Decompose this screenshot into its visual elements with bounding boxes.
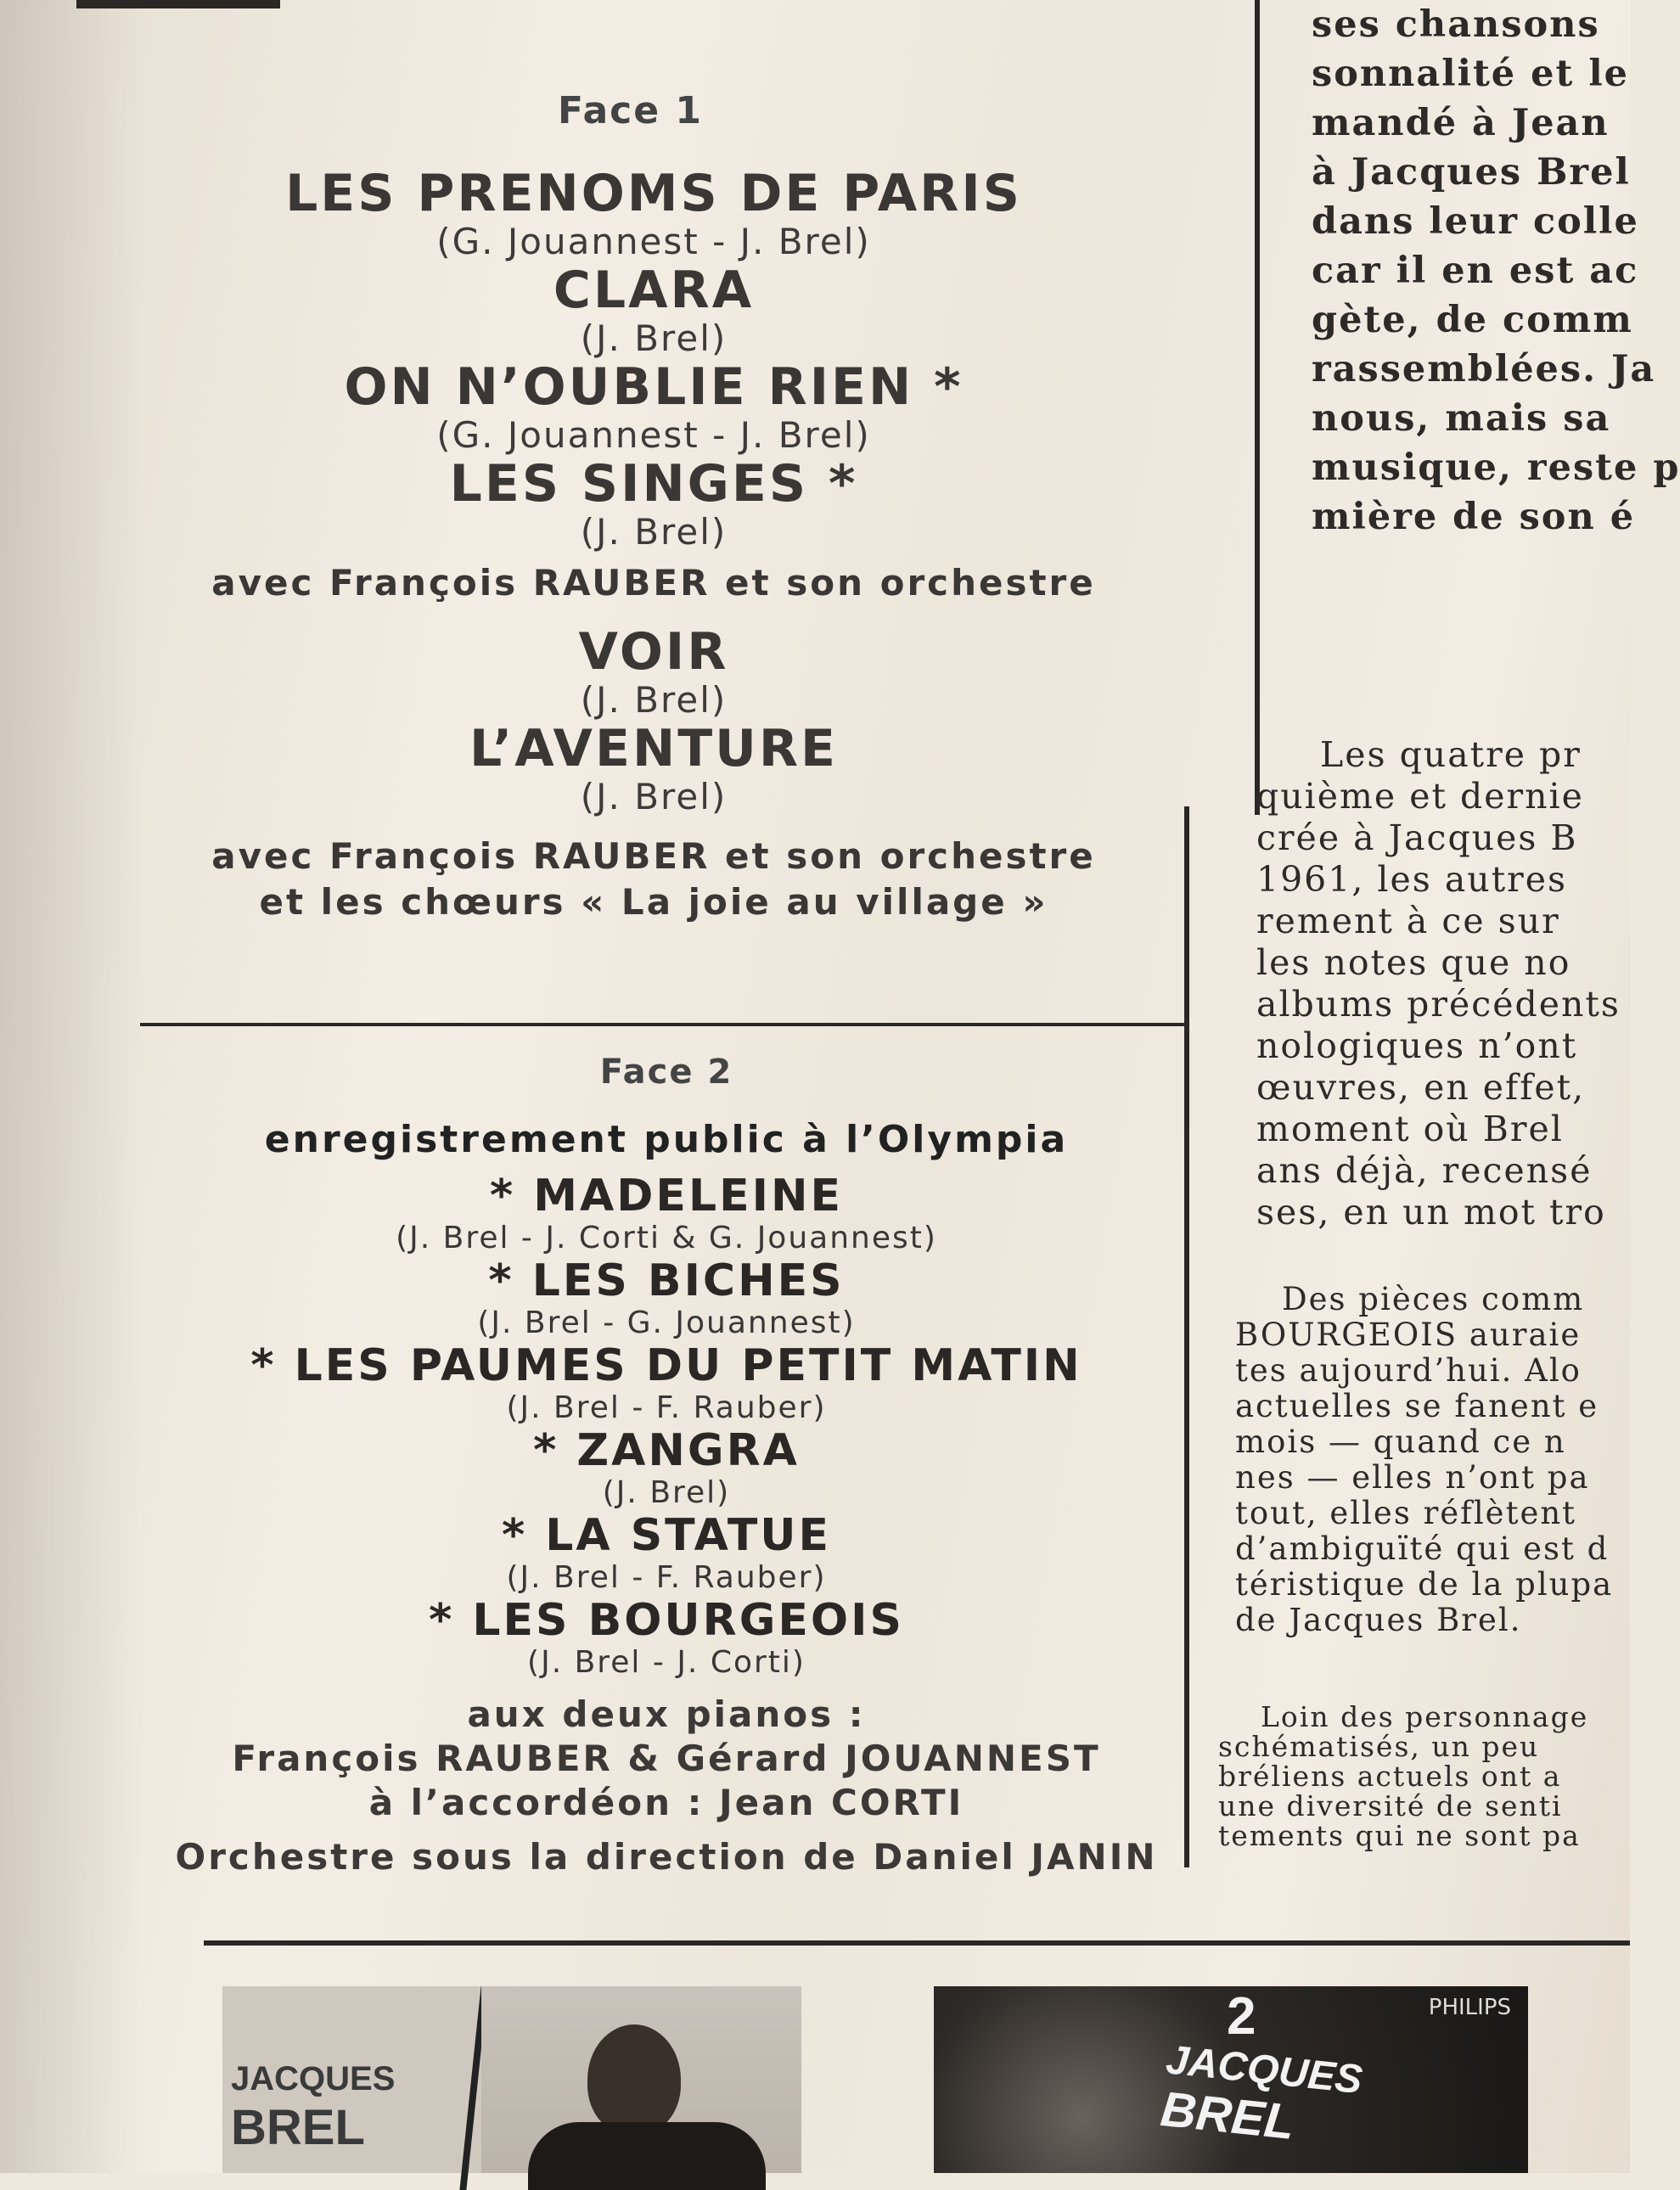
bottom-divider [204,1940,1630,1946]
album-cover-thumbnail-1 [222,1986,801,2173]
liner-notes-top [1312,0,1680,542]
logo-top: JACQUES [1163,2037,1365,2103]
track-title: * LES BOURGEOIS [429,1595,904,1646]
orchestra-credit: avec François RAUBER et son orchestre [211,835,1096,877]
liner-line: mois — quand ce n [1235,1424,1566,1460]
track-credit: (J. Brel - F. Rauber) [506,1390,827,1425]
track-credit: (G. Jouannest - J. Brel) [436,414,871,456]
liner-line: quième et dernie [1256,776,1584,817]
liner-line: schématisés, un peu [1218,1730,1540,1763]
liner-line: tout, elles réflètent [1235,1495,1577,1531]
liner-line: crée à Jacques B [1256,817,1578,858]
liner-line: ans déjà, recensé [1256,1150,1593,1191]
liner-line: tements qui ne sont pa [1218,1819,1581,1852]
track-credit: (J. Brel - J. Corti & G. Jouannest) [396,1221,937,1255]
liner-line: mière de son é [1312,496,1636,538]
credit-line: François RAUBER & Gérard JOUANNEST [232,1738,1101,1779]
track [144,1596,1188,1681]
liner-line: nes — elles n’ont pa [1235,1459,1590,1496]
liner-line: gète, de comm [1312,299,1633,341]
liner-notes-bottom [1218,1702,1630,1850]
label-brand: PHILIPS [1428,1995,1511,2020]
track [144,263,1163,360]
credit-line: aux deux pianos : [467,1693,866,1735]
track-credit: (J. Brel) [580,511,728,553]
track-credit: (G. Jouannest - J. Brel) [436,221,871,262]
track [144,166,1163,263]
liner-notes-middle [1256,734,1630,1233]
album-logo [1159,2036,1365,2154]
track-title: VOIR [578,622,729,682]
track-credit: (J. Brel - J. Corti) [527,1645,806,1680]
edge-shadow [0,0,144,2173]
album-cover-thumbnail-2 [934,1986,1528,2173]
track-credit: (J. Brel) [580,317,728,359]
track-title: LES PRENOMS DE PARIS [285,164,1022,223]
liner-line: tes aujourd’hui. Alo [1235,1352,1582,1389]
liner-line: musique, reste p [1312,446,1680,489]
face1-track-list [144,89,1163,925]
liner-line: Les quatre pr [1320,734,1582,775]
logo-bottom: BREL [231,2100,365,2155]
logo-top: JACQUES [231,2060,396,2097]
liner-line: nous, mais sa [1312,397,1611,440]
credit-line: Orchestre sous la direction de Daniel JANIN [175,1836,1158,1878]
choir-credit: et les chœurs « La joie au village » [259,881,1048,923]
track [144,1256,1188,1341]
liner-line: car il en est ac [1312,250,1639,292]
credit-line: à l’accordéon : Jean CORTI [368,1782,964,1823]
track-credit: (J. Brel - F. Rauber) [506,1560,827,1595]
logo-bottom: BREL [1158,2080,1298,2151]
liner-line: 1961, les autres [1256,859,1568,900]
track-credit: (J. Brel) [580,776,728,817]
orchestra-credit: avec François RAUBER et son orchestre [211,562,1096,604]
musicians-credits [144,1693,1188,1879]
liner-line: rement à ce sur [1256,901,1560,941]
track-title: L’AVENTURE [469,719,839,778]
album-logo [231,2054,395,2153]
liner-notes-lower [1235,1282,1630,1638]
track-title: * LES PAUMES DU PETIT MATIN [250,1340,1082,1391]
portrait-head [587,2024,681,2135]
track [144,1171,1188,1256]
track-title: CLARA [553,261,755,320]
face2-title: Face 2 [599,1053,733,1092]
liner-line: à Jacques Brel [1312,151,1631,194]
face1-title: Face 1 [557,89,704,132]
liner-line: d’ambiguïté qui est d [1235,1530,1610,1567]
column-divider-lower [1184,806,1189,1867]
liner-line: bréliens actuels ont a [1218,1760,1562,1793]
liner-line: mandé à Jean [1312,102,1610,144]
liner-line: nologiques n’ont [1256,1025,1578,1066]
liner-line: œuvres, en effet, [1256,1067,1586,1108]
track [144,1341,1188,1426]
liner-line: ses, en un mot tro [1256,1192,1606,1233]
face-divider [140,1023,1188,1026]
track [144,1426,1188,1511]
liner-line: albums précédents [1256,984,1621,1025]
top-black-bar [76,0,280,8]
track-credit: (J. Brel) [580,679,728,721]
liner-line: Loin des personnage [1261,1700,1589,1733]
track-title: * ZANGRA [533,1425,800,1476]
track-credit: (J. Brel - G. Jouannest) [477,1306,856,1340]
track-title: LES SINGES * [449,454,858,514]
liner-line: BOURGEOIS auraie [1235,1317,1582,1353]
face2-track-list [144,1053,1188,1879]
track-title: ON N’OUBLIE RIEN * [344,357,964,417]
track [144,357,1163,457]
liner-line: actuelles se fanent e [1235,1388,1599,1424]
liner-line: une diversité de senti [1218,1789,1563,1822]
track-credit: (J. Brel) [602,1475,731,1510]
liner-line: Des pièces comm [1282,1281,1585,1317]
face2-subtitle: enregistrement public à l’Olympia [264,1118,1069,1161]
liner-line: moment où Brel [1256,1109,1564,1149]
liner-line: rassemblées. Ja [1312,348,1656,390]
track [144,719,1163,818]
track [144,1511,1188,1596]
liner-line: les notes que no [1256,942,1571,983]
liner-line: ses chansons [1312,3,1600,46]
track-title: * MADELEINE [489,1171,844,1221]
column-divider-upper [1255,0,1260,815]
track [144,454,1163,553]
liner-line: téristique de la plupa [1235,1566,1614,1603]
volume-number: 2 [1227,1987,1256,2046]
liner-line: sonnalité et le [1312,53,1630,95]
track-title: * LES BICHES [488,1255,845,1306]
liner-line: dans leur colle [1312,200,1639,243]
track [144,622,1163,722]
track-title: * LA STATUE [501,1510,832,1561]
portrait-body [528,2122,766,2190]
liner-line: de Jacques Brel. [1235,1602,1522,1638]
